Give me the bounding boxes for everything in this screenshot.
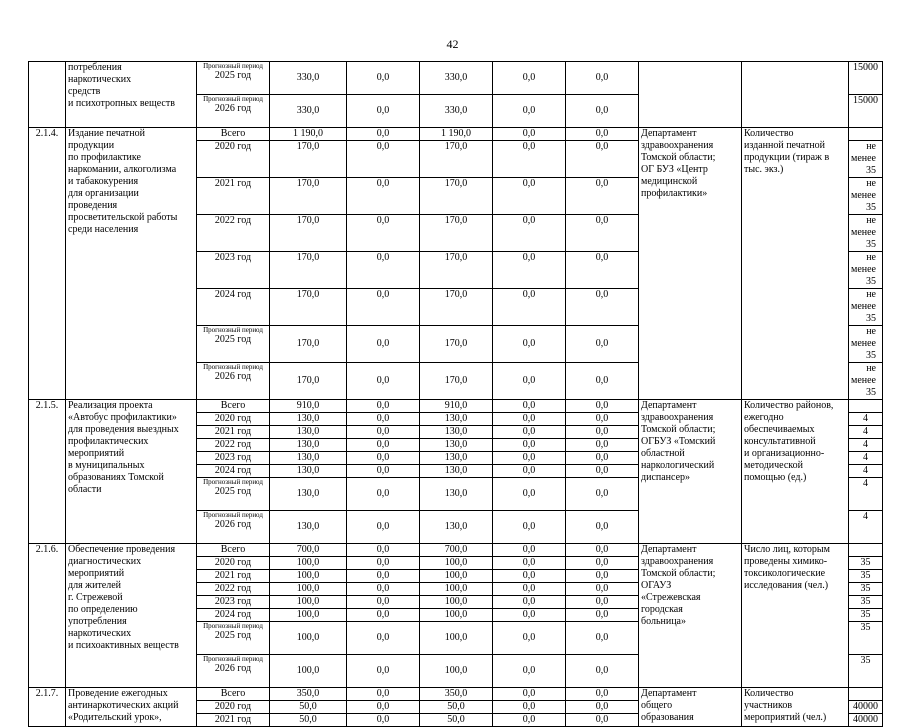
forecast-label: Прогнозный период [203, 326, 263, 334]
program-table [28, 61, 883, 727]
value-cell: 170,0 [270, 215, 347, 252]
value-cell: 0,0 [493, 609, 566, 622]
value-cell: 330,0 [420, 95, 493, 128]
value-cell: 170,0 [420, 326, 493, 363]
value-cell: 0,0 [566, 609, 639, 622]
value-cell: 0,0 [566, 178, 639, 215]
value-cell: 50,0 [270, 714, 347, 727]
target-value: 35 [849, 570, 883, 583]
value-cell: 0,0 [566, 478, 639, 511]
value-cell: 0,0 [347, 426, 420, 439]
value-cell: 0,0 [566, 570, 639, 583]
value-cell: 350,0 [420, 688, 493, 701]
value-cell: 0,0 [493, 622, 566, 655]
value-cell: 130,0 [420, 439, 493, 452]
value-cell: 0,0 [347, 215, 420, 252]
value-cell: 0,0 [347, 511, 420, 544]
value-cell: 100,0 [420, 557, 493, 570]
period-cell: 2020 год [197, 701, 270, 714]
indicator-name: Количество изданной печатной продукции (тираж в тыс. экз.) [742, 128, 849, 400]
indicator-name [742, 62, 849, 128]
target-value: 35 [849, 622, 883, 655]
value-cell: 0,0 [347, 701, 420, 714]
table-row [29, 688, 883, 701]
value-cell: 0,0 [347, 128, 420, 141]
value-cell: 130,0 [420, 511, 493, 544]
value-cell: 0,0 [347, 596, 420, 609]
table-row [29, 62, 883, 95]
value-cell: 0,0 [566, 511, 639, 544]
value-cell: 0,0 [566, 363, 639, 400]
period-cell: 2024 год [197, 609, 270, 622]
value-cell: 0,0 [566, 252, 639, 289]
item-name: Реализация проекта «Автобус профилактики» для проведения выездных профилактических мероприятий в муниципальных образованиях Томской области [66, 400, 197, 544]
value-cell: 100,0 [270, 596, 347, 609]
value-cell: 910,0 [420, 400, 493, 413]
value-cell: 170,0 [270, 289, 347, 326]
period-cell [197, 326, 270, 363]
forecast-label: Прогнозный период [203, 62, 263, 70]
target-value [849, 128, 883, 141]
value-cell: 0,0 [493, 714, 566, 727]
value-cell: 0,0 [566, 655, 639, 688]
item-number: 2.1.4. [29, 128, 66, 400]
value-cell: 170,0 [270, 141, 347, 178]
forecast-label: Прогнозный период [203, 478, 263, 486]
target-value: 40000 [849, 714, 883, 727]
value-cell: 910,0 [270, 400, 347, 413]
value-cell: 170,0 [270, 363, 347, 400]
value-cell: 0,0 [493, 465, 566, 478]
period-cell: 2023 год [197, 452, 270, 465]
value-cell: 0,0 [493, 557, 566, 570]
value-cell: 0,0 [566, 465, 639, 478]
period-year: 2026 год [214, 371, 252, 382]
period-cell: 2023 год [197, 596, 270, 609]
value-cell: 0,0 [493, 688, 566, 701]
value-cell: 0,0 [347, 252, 420, 289]
responsible-department [639, 62, 742, 128]
period-cell [197, 655, 270, 688]
value-cell: 0,0 [566, 622, 639, 655]
value-cell: 130,0 [270, 413, 347, 426]
value-cell: 130,0 [270, 426, 347, 439]
forecast-label: Прогнозный период [203, 655, 263, 663]
value-cell: 0,0 [493, 326, 566, 363]
period-cell [197, 478, 270, 511]
value-cell: 130,0 [270, 511, 347, 544]
value-cell: 130,0 [420, 413, 493, 426]
period-cell: 2020 год [197, 141, 270, 178]
period-cell: 2020 год [197, 413, 270, 426]
period-cell: 2022 год [197, 583, 270, 596]
responsible-department: Департамент здравоохранения Томской области; ОГАУЗ «Стрежевская городская больница» [639, 544, 742, 688]
table-row [29, 400, 883, 413]
period-cell: 2021 год [197, 426, 270, 439]
target-value: 15000 [849, 95, 883, 128]
value-cell: 100,0 [270, 570, 347, 583]
period-cell: 2020 год [197, 557, 270, 570]
value-cell: 0,0 [347, 570, 420, 583]
value-cell: 0,0 [566, 583, 639, 596]
period-year: 2025 год [214, 334, 252, 345]
value-cell: 0,0 [493, 701, 566, 714]
item-name: Издание печатной продукции по профилактике наркомании, алкоголизма и табакокурения для организации проведения просветительской работы среди населения [66, 128, 197, 400]
period-year: 2025 год [214, 486, 252, 497]
value-cell: 130,0 [420, 426, 493, 439]
value-cell: 130,0 [270, 452, 347, 465]
target-value: 4 [849, 465, 883, 478]
value-cell: 330,0 [270, 95, 347, 128]
value-cell: 50,0 [420, 701, 493, 714]
target-value: 35 [849, 583, 883, 596]
item-name: Проведение ежегодных антинаркотических акций «Родительский урок», [66, 688, 197, 727]
period-cell [197, 363, 270, 400]
value-cell: 0,0 [347, 439, 420, 452]
period-cell: 2022 год [197, 215, 270, 252]
value-cell: 130,0 [420, 478, 493, 511]
target-value: 35 [849, 609, 883, 622]
responsible-department: Департамент здравоохранения Томской области; ОГБУЗ «Томский областной наркологический диспансер» [639, 400, 742, 544]
value-cell: 0,0 [493, 252, 566, 289]
value-cell: 0,0 [347, 363, 420, 400]
value-cell: 0,0 [566, 62, 639, 95]
value-cell: 1 190,0 [420, 128, 493, 141]
value-cell: 100,0 [270, 622, 347, 655]
target-value: не менее 35 [849, 326, 883, 363]
value-cell: 100,0 [270, 557, 347, 570]
value-cell: 350,0 [270, 688, 347, 701]
value-cell: 0,0 [566, 688, 639, 701]
period-cell: Всего [197, 688, 270, 701]
value-cell: 50,0 [270, 701, 347, 714]
value-cell: 700,0 [420, 544, 493, 557]
target-value: 35 [849, 557, 883, 570]
period-cell [197, 511, 270, 544]
value-cell: 0,0 [347, 583, 420, 596]
table-row [29, 544, 883, 557]
responsible-department: Департамент общего образования [639, 688, 742, 727]
value-cell: 0,0 [493, 511, 566, 544]
target-value [849, 544, 883, 557]
value-cell: 0,0 [566, 128, 639, 141]
value-cell: 0,0 [566, 215, 639, 252]
value-cell: 0,0 [566, 95, 639, 128]
value-cell: 130,0 [270, 465, 347, 478]
item-number: 2.1.6. [29, 544, 66, 688]
value-cell: 0,0 [347, 413, 420, 426]
target-value: 4 [849, 452, 883, 465]
value-cell: 100,0 [420, 609, 493, 622]
forecast-label: Прогнозный период [203, 363, 263, 371]
value-cell: 100,0 [420, 622, 493, 655]
value-cell: 100,0 [420, 570, 493, 583]
target-value: не менее 35 [849, 252, 883, 289]
table-row [29, 128, 883, 141]
period-cell: 2024 год [197, 289, 270, 326]
period-year: 2025 год [214, 630, 252, 641]
value-cell: 170,0 [420, 363, 493, 400]
value-cell: 100,0 [420, 596, 493, 609]
value-cell: 0,0 [347, 544, 420, 557]
value-cell: 0,0 [347, 178, 420, 215]
value-cell: 0,0 [493, 478, 566, 511]
value-cell: 0,0 [347, 289, 420, 326]
value-cell: 130,0 [270, 439, 347, 452]
value-cell: 0,0 [493, 583, 566, 596]
target-value [849, 400, 883, 413]
target-value: 4 [849, 426, 883, 439]
value-cell: 170,0 [420, 178, 493, 215]
value-cell: 0,0 [493, 62, 566, 95]
forecast-label: Прогнозный период [203, 511, 263, 519]
value-cell: 330,0 [270, 62, 347, 95]
period-cell: 2023 год [197, 252, 270, 289]
value-cell: 0,0 [493, 400, 566, 413]
value-cell: 0,0 [566, 439, 639, 452]
value-cell: 0,0 [493, 413, 566, 426]
value-cell: 0,0 [493, 596, 566, 609]
target-value: 4 [849, 478, 883, 511]
value-cell: 0,0 [566, 452, 639, 465]
value-cell: 170,0 [420, 215, 493, 252]
period-cell [197, 622, 270, 655]
target-value: 15000 [849, 62, 883, 95]
value-cell: 100,0 [270, 609, 347, 622]
period-year: 2026 год [214, 103, 252, 114]
period-cell: Всего [197, 544, 270, 557]
value-cell: 0,0 [566, 544, 639, 557]
value-cell: 0,0 [493, 178, 566, 215]
value-cell: 0,0 [493, 363, 566, 400]
period-year: 2026 год [214, 519, 252, 530]
period-cell [197, 62, 270, 95]
value-cell: 0,0 [347, 95, 420, 128]
period-cell: 2024 год [197, 465, 270, 478]
value-cell: 0,0 [347, 688, 420, 701]
value-cell: 100,0 [420, 583, 493, 596]
forecast-label: Прогнозный период [203, 622, 263, 630]
value-cell: 0,0 [566, 701, 639, 714]
value-cell: 700,0 [270, 544, 347, 557]
value-cell: 0,0 [347, 655, 420, 688]
value-cell: 0,0 [347, 400, 420, 413]
target-value: 4 [849, 511, 883, 544]
value-cell: 0,0 [347, 478, 420, 511]
value-cell: 0,0 [493, 439, 566, 452]
value-cell: 0,0 [566, 141, 639, 178]
period-cell: Всего [197, 128, 270, 141]
value-cell: 170,0 [420, 289, 493, 326]
period-year: 2026 год [214, 663, 252, 674]
value-cell: 170,0 [270, 326, 347, 363]
period-cell: 2022 год [197, 439, 270, 452]
value-cell: 170,0 [270, 252, 347, 289]
value-cell: 0,0 [347, 557, 420, 570]
value-cell: 0,0 [347, 465, 420, 478]
item-name: Обеспечение проведения диагностических мероприятий для жителей г. Стрежевой по определению употребления наркотических и психоактивных веществ [66, 544, 197, 688]
target-value: не менее 35 [849, 289, 883, 326]
item-name: потребления наркотических средств и психотропных веществ [66, 62, 197, 128]
target-value: 4 [849, 439, 883, 452]
target-value: 35 [849, 655, 883, 688]
period-year: 2025 год [214, 70, 252, 81]
value-cell: 0,0 [493, 452, 566, 465]
value-cell: 0,0 [566, 413, 639, 426]
value-cell: 0,0 [347, 326, 420, 363]
value-cell: 100,0 [420, 655, 493, 688]
target-value: не менее 35 [849, 215, 883, 252]
value-cell: 0,0 [566, 426, 639, 439]
value-cell: 0,0 [566, 289, 639, 326]
item-number: 2.1.7. [29, 688, 66, 727]
period-cell: 2021 год [197, 178, 270, 215]
target-value: не менее 35 [849, 178, 883, 215]
value-cell: 0,0 [493, 128, 566, 141]
value-cell: 50,0 [420, 714, 493, 727]
item-number: 2.1.5. [29, 400, 66, 544]
item-number [29, 62, 66, 128]
responsible-department: Департамент здравоохранения Томской области; ОГ БУЗ «Центр медицинской профилактики» [639, 128, 742, 400]
period-cell: Всего [197, 400, 270, 413]
value-cell: 0,0 [347, 452, 420, 465]
value-cell: 170,0 [270, 178, 347, 215]
period-cell: 2021 год [197, 570, 270, 583]
indicator-name: Количество участников мероприятий (чел.) [742, 688, 849, 727]
value-cell: 0,0 [493, 141, 566, 178]
value-cell: 0,0 [566, 557, 639, 570]
page-number: 42 [446, 37, 459, 51]
value-cell: 0,0 [493, 95, 566, 128]
period-cell [197, 95, 270, 128]
value-cell: 100,0 [270, 655, 347, 688]
value-cell: 0,0 [347, 622, 420, 655]
value-cell: 0,0 [493, 544, 566, 557]
value-cell: 330,0 [420, 62, 493, 95]
value-cell: 0,0 [347, 141, 420, 178]
value-cell: 0,0 [566, 326, 639, 363]
value-cell: 0,0 [347, 609, 420, 622]
target-value: 40000 [849, 701, 883, 714]
value-cell: 0,0 [493, 289, 566, 326]
value-cell: 0,0 [493, 215, 566, 252]
value-cell: 0,0 [493, 655, 566, 688]
target-value: не менее 35 [849, 363, 883, 400]
period-cell: 2021 год [197, 714, 270, 727]
value-cell: 1 190,0 [270, 128, 347, 141]
target-value: не менее 35 [849, 141, 883, 178]
value-cell: 170,0 [420, 252, 493, 289]
target-value: 4 [849, 413, 883, 426]
value-cell: 0,0 [347, 714, 420, 727]
forecast-label: Прогнозный период [203, 95, 263, 103]
value-cell: 130,0 [270, 478, 347, 511]
value-cell: 0,0 [566, 714, 639, 727]
target-value: 35 [849, 596, 883, 609]
value-cell: 170,0 [420, 141, 493, 178]
value-cell: 100,0 [270, 583, 347, 596]
value-cell: 130,0 [420, 465, 493, 478]
value-cell: 0,0 [566, 400, 639, 413]
value-cell: 0,0 [493, 426, 566, 439]
value-cell: 0,0 [493, 570, 566, 583]
indicator-name: Количество районов, ежегодно обеспечиваемых консультативной и организационно- методической помощью (ед.) [742, 400, 849, 544]
value-cell: 0,0 [347, 62, 420, 95]
target-value [849, 688, 883, 701]
value-cell: 130,0 [420, 452, 493, 465]
indicator-name: Число лиц, которым проведены химико- токсикологические исследования (чел.) [742, 544, 849, 688]
value-cell: 0,0 [566, 596, 639, 609]
